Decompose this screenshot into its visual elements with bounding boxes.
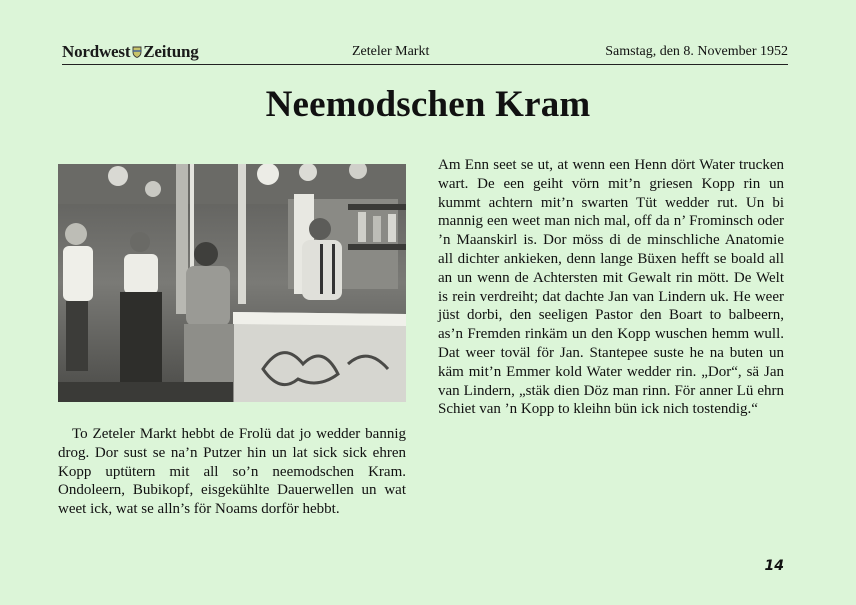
market-photo-image [58,164,406,402]
page-number: 14 [764,558,784,574]
newspaper-header [62,40,788,65]
section-name: Zeteler Markt [352,44,430,59]
masthead-left: Nordwest [62,42,131,61]
article-headline: Neemodschen Kram [265,84,591,125]
masthead [62,42,199,62]
crest-icon [132,46,142,58]
market-photo [58,164,406,402]
dateline: Samstag, den 8. November 1952 [605,44,788,59]
article-column-left: To Zeteler Markt hebbt de Frolü dat jo wedder bannig drog. Dor sust se na’n Putzer hin un lat sick sick ehren Kopp uptütern mit all so’n neemodschen Kram. Ondoleern, Bubikopf, eisgekühlte Dauerwellen un wat weet ick, wat se alln’s för Noams dorför hebbt. [58,426,406,518]
article-column-right: Am Enn seet se ut, at wenn een Henn dört Water trucken wart. De een geiht vörn mit’n griesen Kopp rin un kummt achtern mit’n swarten Tüt wedder rut. Un bi mannig een weet man nich mal, off da n’ Frominsch oder ’n Maanskirl is. Dor möss di de minschliche Anatomie all dichter ankieken, denn lange Büxen hefft se boald all an un wenn de Achtersten mit Gewalt rin mött. De Welt is rein verdreiht; dat dachte Jan van Lindern uk. He weer jüst dorbi, den seeligen Pastor den Boart to balbeern, as’n Fremden rinkäm un den Kopp wuschen hemm wull. Dat weer toväl för Jan. Stantepee suste he na buten un käm mit’n Emmer kold Water wedder rin. „Dor“, sä Jan van Lindern, „stäk dien Döz man rinn. För anner Lü ehrn Schiet van ’n Kopp to kleihn bün ick nich tostendig.“ [438,157,784,418]
masthead-right: Zeitung [143,42,199,61]
